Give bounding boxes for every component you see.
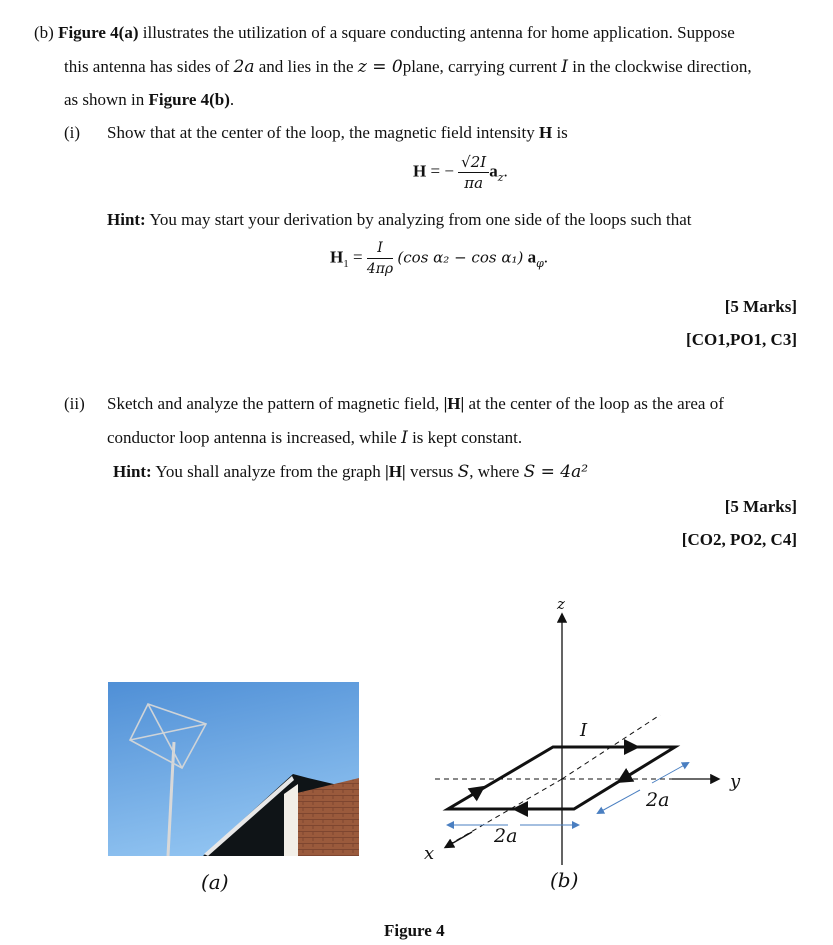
part-ii-line2: conductor loop antenna is increased, while I is kept constant. xyxy=(107,428,523,448)
part-ii-marks: [5 Marks] xyxy=(724,497,797,516)
part-ii-question: Sketch and analyze the pattern of magnetic field, |H| at the center of the loop as the area of xyxy=(107,394,724,413)
figure-title: Figure 4 xyxy=(384,921,445,940)
equation-h1: $H_1$ = $\frac{I}{4\pi\rho}$ (cos α₂ − cos α₁) $a_\varphi$. xyxy=(330,240,549,277)
part-b-line3: as shown in Figure 4(b). xyxy=(64,90,235,109)
part-ii-codes: [CO2, PO2, C4] xyxy=(681,530,797,549)
part-i-hint: Hint: You may start your derivation by analyzing from one side of the loops such that xyxy=(107,210,692,229)
label-current: I xyxy=(580,720,588,741)
part-ii-label: (ii) xyxy=(64,394,85,413)
part-i-marks: [5 Marks] xyxy=(724,297,797,316)
label-z: z xyxy=(557,595,565,613)
figure-4b-diagram xyxy=(420,585,750,875)
part-b-line2: this antenna has sides of 2a and lies in the z = 0plane, carrying current I in the clockwise direction, xyxy=(64,57,752,77)
equation-h-center: H = − $\frac{√2I}{\pi a}$ $a_z$. xyxy=(413,153,508,192)
label-2a-side: 2a xyxy=(646,789,670,811)
label-2a-front: 2a xyxy=(494,825,518,847)
part-i-question: Show that at the center of the loop, the magnetic field intensity H is xyxy=(107,123,568,142)
part-b-line1: (b) Figure 4(a) illustrates the utilization of a square conducting antenna for home application. Suppose xyxy=(34,23,735,42)
caption-b: (b) xyxy=(550,868,579,892)
x-axis xyxy=(446,832,472,847)
part-i-codes: [CO1,PO1, C3] xyxy=(686,330,797,349)
caption-a: (a) xyxy=(201,870,229,894)
figure-4a-photo xyxy=(108,682,359,856)
part-ii-hint: Hint: You shall analyze from the graph |H| versus S, where S = 4a² xyxy=(113,462,589,482)
part-i-label: (i) xyxy=(64,123,81,142)
label-x: x xyxy=(424,843,435,864)
label-y: y xyxy=(730,771,741,792)
